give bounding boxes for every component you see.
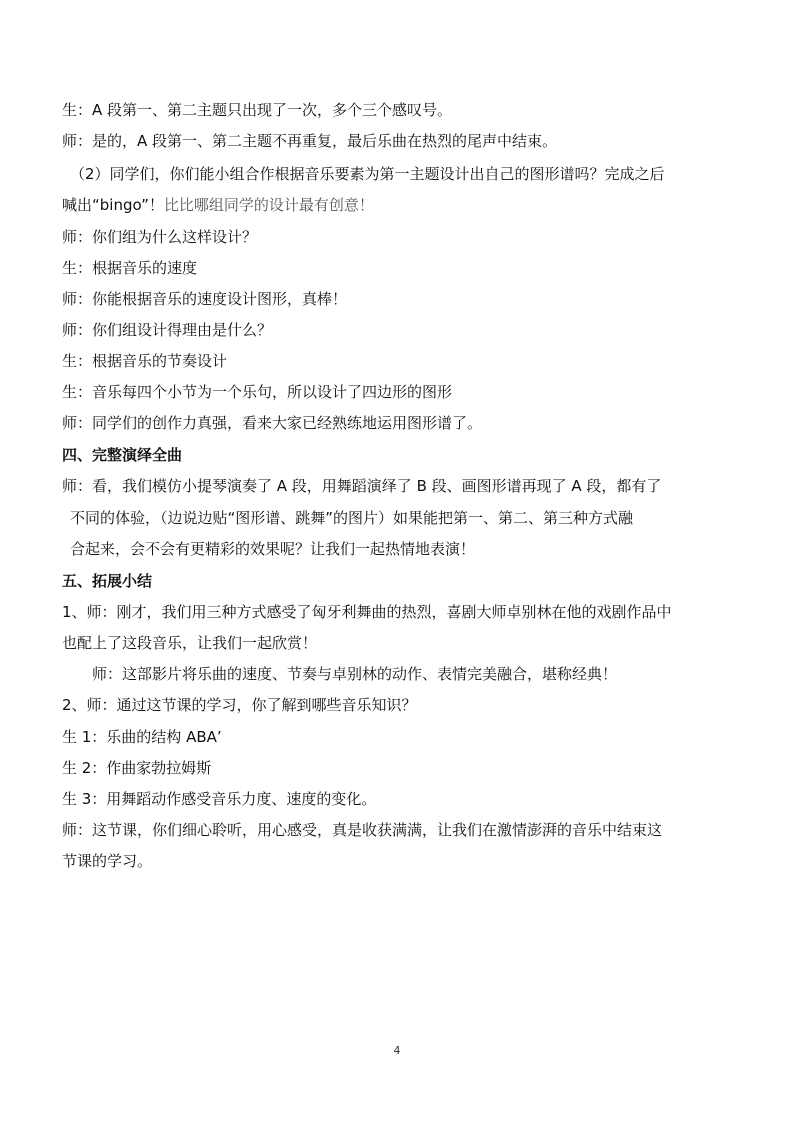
paragraph-line: 生：根据音乐的节奏设计 (62, 352, 228, 370)
paragraph-line: 师：你们组设计得理由是什么？ (62, 321, 273, 339)
paragraph-line: 师：同学们的创作力真强，看来大家已经熟练地运用图形谱了。 (62, 414, 483, 432)
paragraph-line: 2、师：通过这节课的学习，你了解到哪些音乐知识？ (62, 696, 417, 714)
paragraph-line: 师：这部影片将乐曲的速度、节奏与卓别林的动作、表情完美融合，堪称经典！ (92, 665, 618, 683)
page-number: 4 (393, 1044, 401, 1057)
paragraph-line: 生 2：作曲家勃拉姆斯 (62, 759, 212, 777)
paragraph-line: 师：是的，A 段第一、第二主题不再重复，最后乐曲在热烈的尾声中结束。 (62, 132, 558, 150)
paragraph-line: 合起来，会不会有更精彩的效果呢？让我们一起热情地表演！ (70, 540, 476, 558)
paragraph-line: 师：你能根据音乐的速度设计图形，真棒！ (62, 290, 348, 308)
paragraph-line: 师：看，我们模仿小提琴演奏了 A 段，用舞蹈演绎了 B 段、画图形谱再现了 A 段，都有了 (62, 477, 662, 495)
paragraph-line (62, 195, 374, 215)
paragraph-line: 生 1：乐曲的结构 ABA’ (62, 728, 222, 746)
section-heading: 五、拓展小结 (62, 572, 153, 590)
paragraph-line: 也配上了这段音乐，让我们一起欣赏！ (62, 634, 318, 652)
paragraph-line: 师：这节课，你们细心聆听，用心感受，真是收获满满，让我们在激情澎湃的音乐中结束这 (62, 821, 663, 839)
paragraph-line: 生：A 段第一、第二主题只出现了一次，多个三个感叹号。 (62, 101, 453, 119)
bingo-text: 喊出“bingo”！ (62, 196, 164, 214)
paragraph-line: 1、师：刚才，我们用三种方式感受了匈牙利舞曲的热烈，喜剧大师卓别林在他的戏剧作品中 (62, 603, 672, 621)
paragraph-line: 师：你们组为什么这样设计？ (62, 228, 258, 246)
section-heading: 四、完整演绎全曲 (62, 446, 183, 464)
paragraph-line: 生 3：用舞蹈动作感受音乐力度、速度的变化。 (62, 790, 377, 808)
paragraph-line: 节课的学习。 (62, 852, 153, 870)
paragraph-line: （2）同学们，你们能小组合作根据音乐要素为第一主题设计出自己的图形谱吗？完成之后 (70, 165, 665, 183)
creativity-text: 比比哪组同学的设计最有创意！ (163, 196, 374, 214)
paragraph-line: 生：音乐每四个小节为一个乐句，所以设计了四边形的图形 (62, 383, 453, 401)
paragraph-line: 生：根据音乐的速度 (62, 259, 198, 277)
paragraph-line: 不同的体验，（边说边贴“图形谱、跳舞”的图片）如果能把第一、第二、第三种方式融 (70, 509, 634, 527)
